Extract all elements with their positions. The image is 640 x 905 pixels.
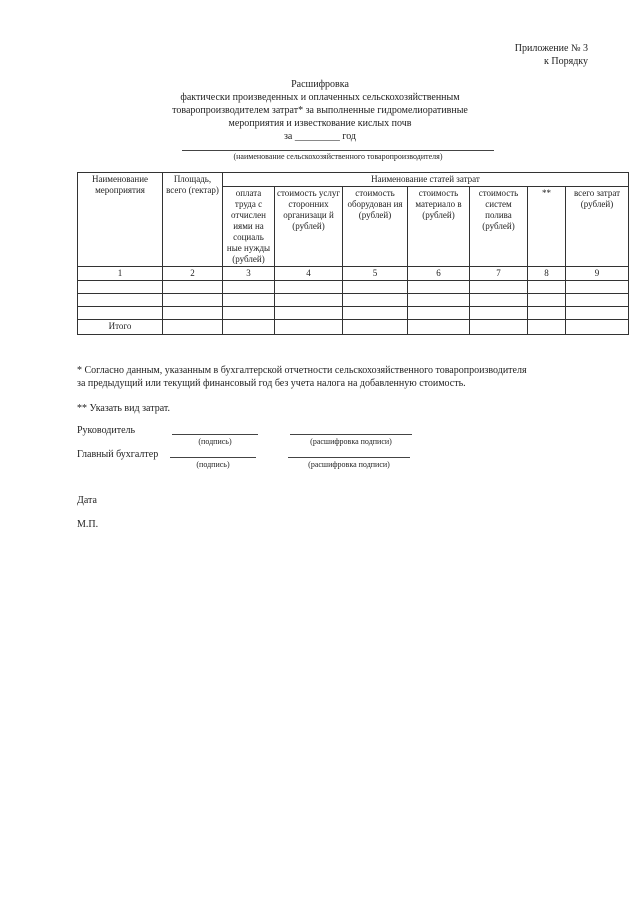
accountant-decode-caption: (расшифровка подписи) xyxy=(308,460,390,469)
table-cell[interactable] xyxy=(408,307,470,320)
table-cell[interactable] xyxy=(163,294,223,307)
expenses-table xyxy=(77,172,629,335)
title-line-1: Расшифровка xyxy=(291,79,349,90)
header-irrigation: стоимость систем полива (рублей) xyxy=(470,187,528,267)
table-cell[interactable] xyxy=(566,281,629,294)
table-cell[interactable] xyxy=(223,307,275,320)
col-number: 1 xyxy=(78,267,163,281)
table-cell[interactable] xyxy=(528,320,566,335)
table-row xyxy=(78,294,629,307)
header-services: стоимость услуг сторонних организаци й (рублей) xyxy=(275,187,343,267)
footnote-vat-line-2: за предыдущий или текущий финансовый год без учета налога на добавленную стоимость. xyxy=(77,378,466,389)
table-cell[interactable] xyxy=(223,281,275,294)
year-line xyxy=(0,130,640,143)
title-line-2: фактически произведенных и оплаченных сельскохозяйственным xyxy=(180,92,460,103)
col-number: 4 xyxy=(275,267,343,281)
footnote-cost-type: ** Указать вид затрат. xyxy=(77,403,170,414)
table-cell[interactable] xyxy=(275,307,343,320)
producer-caption: (наименование сельскохозяйственного товаропроизводителя) xyxy=(233,152,443,161)
table-row xyxy=(78,307,629,320)
table-cell[interactable] xyxy=(275,294,343,307)
table-cell[interactable] xyxy=(78,281,163,294)
accountant-decode-line[interactable] xyxy=(288,457,410,458)
header-materials: стоимость материало в (рублей) xyxy=(408,187,470,267)
header-equipment: стоимость оборудован ия (рублей) xyxy=(343,187,408,267)
col-number: 5 xyxy=(343,267,408,281)
table-cell[interactable] xyxy=(566,320,629,335)
table-row xyxy=(78,281,629,294)
table-cell[interactable] xyxy=(343,320,408,335)
col-number: 9 xyxy=(566,267,629,281)
accountant-signature-caption: (подпись) xyxy=(196,460,230,469)
table-cell[interactable] xyxy=(223,320,275,335)
table-header-row xyxy=(78,173,629,187)
footnote-vat-line-1: * Согласно данным, указанным в бухгалтерской отчетности сельскохозяйственного товаропроизводителя xyxy=(77,365,527,376)
header-cost-items: Наименование статей затрат xyxy=(223,173,629,187)
table-cell[interactable] xyxy=(528,294,566,307)
head-signature-line[interactable] xyxy=(172,434,258,435)
year-prefix: за xyxy=(283,131,293,142)
col-number: 7 xyxy=(470,267,528,281)
stamp-label: М.П. xyxy=(77,519,99,530)
col-number: 3 xyxy=(223,267,275,281)
table-cell[interactable] xyxy=(470,281,528,294)
year-blank[interactable]: _________ xyxy=(294,131,340,142)
appendix-reference xyxy=(515,42,588,68)
header-area: Площадь, всего (гектар) xyxy=(163,173,223,267)
accountant-label: Главный бухгалтер xyxy=(77,449,159,460)
header-other: ** xyxy=(528,187,566,267)
header-labor: оплата труда с отчислен иями на социаль ные нужды (рублей) xyxy=(223,187,275,267)
table-cell[interactable] xyxy=(528,281,566,294)
appendix-procedure: к Порядку xyxy=(544,56,588,67)
title-line-3: товаропроизводителем затрат* за выполненные гидромелиоративные xyxy=(172,105,468,116)
table-cell[interactable] xyxy=(78,294,163,307)
table-cell[interactable] xyxy=(566,294,629,307)
accountant-signature-line[interactable] xyxy=(170,457,256,458)
head-label: Руководитель xyxy=(77,425,136,436)
table-cell[interactable] xyxy=(163,320,223,335)
header-name: Наименование мероприятия xyxy=(78,173,163,267)
table-cell[interactable] xyxy=(343,294,408,307)
footnote-vat xyxy=(77,364,632,390)
title-line-4: мероприятия и известкование кислых почв xyxy=(228,118,412,129)
col-number: 8 xyxy=(528,267,566,281)
table-cell[interactable] xyxy=(470,307,528,320)
head-signature-caption: (подпись) xyxy=(198,437,232,446)
table-cell[interactable] xyxy=(343,281,408,294)
table-cell[interactable] xyxy=(566,307,629,320)
head-decode-line[interactable] xyxy=(290,434,412,435)
table-total-row xyxy=(78,320,629,335)
document-title xyxy=(0,78,640,143)
col-number: 2 xyxy=(163,267,223,281)
table-cell[interactable] xyxy=(275,281,343,294)
total-label: Итого xyxy=(78,320,163,335)
table-cell[interactable] xyxy=(470,294,528,307)
head-decode-caption: (расшифровка подписи) xyxy=(310,437,392,446)
table-cell[interactable] xyxy=(343,307,408,320)
table-cell[interactable] xyxy=(223,294,275,307)
col-number: 6 xyxy=(408,267,470,281)
year-suffix: год xyxy=(342,131,357,142)
producer-name-line[interactable] xyxy=(182,150,494,151)
table-cell[interactable] xyxy=(163,307,223,320)
table-cell[interactable] xyxy=(78,307,163,320)
table-cell[interactable] xyxy=(408,320,470,335)
date-label: Дата xyxy=(77,495,97,506)
table-cell[interactable] xyxy=(163,281,223,294)
table-cell[interactable] xyxy=(408,281,470,294)
table-cell[interactable] xyxy=(275,320,343,335)
table-cell[interactable] xyxy=(408,294,470,307)
table-cell[interactable] xyxy=(528,307,566,320)
table-cell[interactable] xyxy=(470,320,528,335)
table-row xyxy=(78,267,629,281)
header-total: всего затрат (рублей) xyxy=(566,187,629,267)
appendix-number: Приложение № 3 xyxy=(514,43,588,54)
